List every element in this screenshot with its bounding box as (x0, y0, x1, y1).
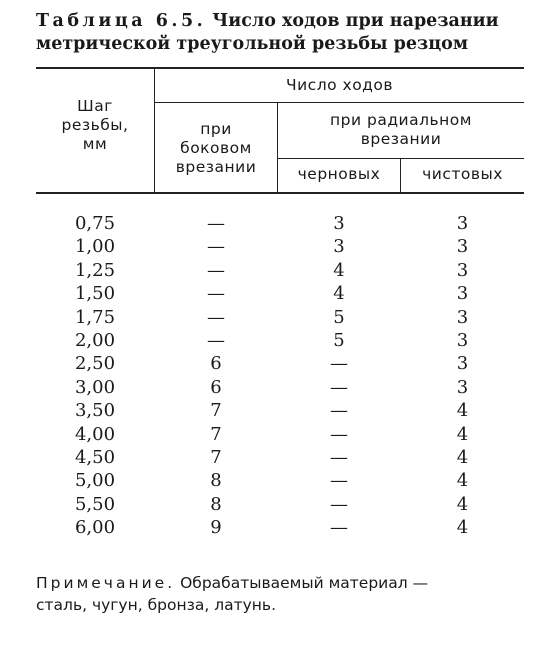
cell-rough-passes: — (330, 423, 348, 445)
cell-finish-passes: 3 (456, 329, 469, 351)
cell-side-passes: 7 (210, 400, 222, 422)
cell-side-passes: — (207, 213, 225, 234)
column-rough (278, 212, 400, 539)
cell-pitch: 6,00 (74, 517, 116, 539)
cell-pitch: 0,75 (74, 213, 116, 234)
cell-side-passes: — (207, 283, 225, 305)
cell-rough-passes: — (330, 353, 348, 375)
cell-pitch: 2,50 (74, 353, 116, 375)
table-number-label: Таблица 6.5. (36, 11, 207, 31)
cell-rough-passes: 5 (333, 329, 345, 351)
cell-pitch: 1,25 (74, 259, 116, 281)
header-radial-line-1: при радиальном (330, 111, 472, 129)
cell-finish-passes: 4 (456, 470, 469, 492)
divider-passes-header (154, 102, 524, 103)
cell-side-passes: 9 (210, 517, 222, 539)
note-label: Примечание. (36, 574, 176, 592)
cell-pitch: 3,50 (74, 400, 116, 422)
cell-rough-passes: — (330, 376, 348, 398)
cell-pitch: 1,50 (74, 283, 116, 305)
cell-finish-passes: 3 (456, 283, 469, 305)
header-finish: чистовых (422, 165, 503, 183)
cell-side-passes: — (207, 259, 225, 281)
header-side-line-1: при (200, 120, 232, 138)
column-pitch (36, 212, 154, 539)
cell-side-passes: — (207, 236, 225, 258)
cell-rough-passes: 5 (333, 306, 345, 328)
header-pitch-line-1: Шаг (77, 97, 113, 115)
title-text-1: Число ходов при нарезании (212, 11, 499, 31)
header-pitch-line-3: мм (82, 135, 108, 153)
cell-side-passes: 8 (210, 470, 222, 492)
cell-finish-passes: 4 (456, 517, 469, 539)
cell-side-passes: 8 (210, 493, 222, 515)
header-side-line-2: боковом (180, 139, 252, 157)
cell-pitch: 3,00 (74, 376, 116, 398)
cell-pitch: 1,00 (74, 236, 116, 258)
cell-pitch: 2,00 (74, 329, 116, 351)
cell-rough-passes: — (330, 446, 348, 468)
header-radial-line-2: врезании (360, 130, 442, 148)
header-passes: Число ходов (285, 76, 394, 94)
cell-pitch: 4,50 (74, 446, 116, 468)
cell-finish-passes: 4 (456, 446, 469, 468)
header-top-rule (36, 67, 524, 69)
cell-finish-passes: 3 (456, 236, 469, 258)
note-line-2: сталь, чугун, бронза, латунь. (36, 596, 276, 614)
cell-rough-passes: — (330, 493, 348, 515)
cell-rough-passes: 3 (333, 236, 345, 258)
cell-rough-passes: 3 (333, 213, 345, 234)
header-rough: черновых (297, 165, 381, 183)
cell-side-passes: 7 (210, 446, 222, 468)
cell-side-passes: 7 (210, 423, 222, 445)
cell-pitch: 5,50 (74, 493, 116, 515)
cell-rough-passes: — (330, 470, 348, 492)
cell-finish-passes: 4 (456, 493, 469, 515)
cell-finish-passes: 4 (456, 423, 469, 445)
header-radial-infeed (278, 111, 524, 149)
cell-finish-passes: 3 (456, 376, 469, 398)
header-side-infeed (155, 120, 277, 177)
note-line-1 (36, 572, 536, 594)
cell-pitch: 4,00 (74, 423, 116, 445)
note-text-1: Обрабатываемый материал — (180, 574, 429, 592)
cell-finish-passes: 3 (456, 353, 469, 375)
title-line-1 (36, 10, 536, 33)
cell-rough-passes: 4 (333, 283, 345, 305)
cell-rough-passes: 4 (333, 259, 345, 281)
table-note (36, 572, 536, 616)
cell-finish-passes: 4 (456, 400, 469, 422)
cell-finish-passes: 3 (456, 213, 469, 234)
table-title (36, 10, 536, 56)
header-pitch-line-2: резьбы, (61, 116, 129, 134)
cell-side-passes: 6 (210, 353, 222, 375)
cell-side-passes: 6 (210, 376, 222, 398)
cell-finish-passes: 3 (456, 306, 469, 328)
header-side-line-3: врезании (175, 158, 257, 176)
cell-pitch: 1,75 (74, 306, 116, 328)
cell-pitch: 5,00 (74, 470, 116, 492)
header-bottom-rule (36, 192, 524, 194)
title-line-2: метрической треугольной резьбы резцом (36, 34, 469, 54)
cell-side-passes: — (207, 329, 225, 351)
cell-side-passes: — (207, 306, 225, 328)
cell-rough-passes: — (330, 400, 348, 422)
header-pitch (36, 97, 154, 154)
column-side (155, 212, 277, 539)
cell-rough-passes: — (330, 517, 348, 539)
cell-finish-passes: 3 (456, 259, 469, 281)
column-finish (401, 212, 524, 539)
